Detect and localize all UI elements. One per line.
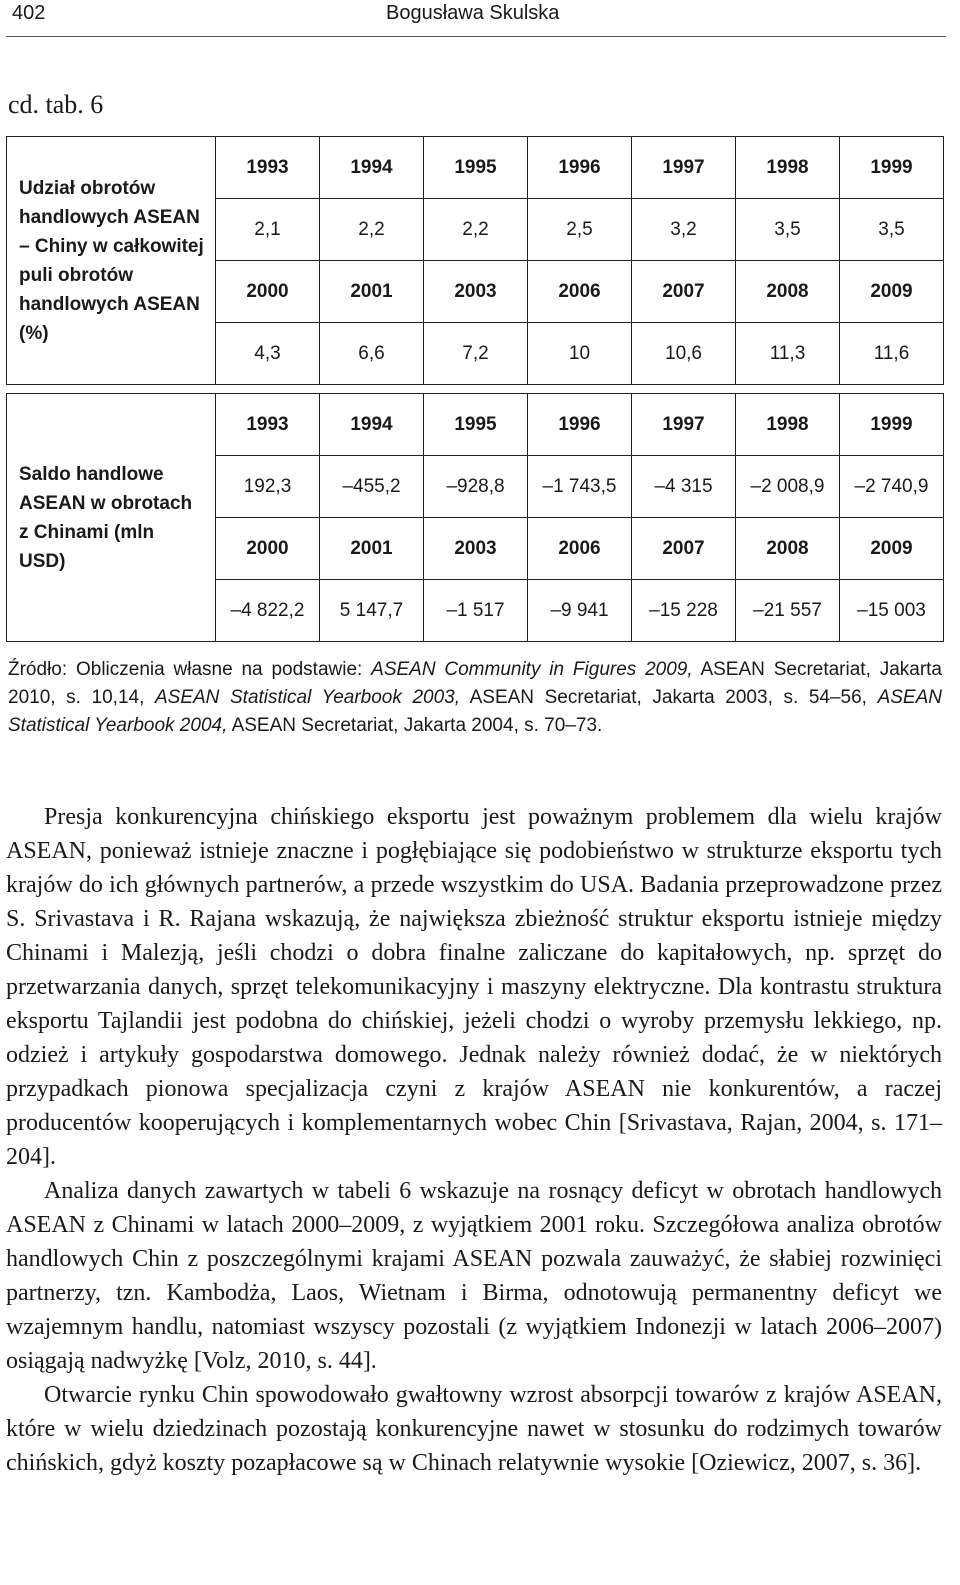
year-cell: 1999	[840, 137, 944, 199]
year-cell: 1994	[320, 394, 424, 456]
year-cell: 2006	[528, 261, 632, 323]
value-cell: 10,6	[632, 323, 736, 385]
value-cell: 11,3	[736, 323, 840, 385]
year-cell: 1996	[528, 394, 632, 456]
value-cell: –928,8	[424, 456, 528, 518]
value-cell: 3,5	[736, 199, 840, 261]
value-cell: 3,2	[632, 199, 736, 261]
year-cell: 1997	[632, 394, 736, 456]
value-cell: –9 941	[528, 580, 632, 642]
value-cell: 7,2	[424, 323, 528, 385]
year-cell: 2006	[528, 518, 632, 580]
source-rest-3: ASEAN Secretariat, Jakarta 2004, s. 70–73.	[227, 715, 603, 736]
year-cell: 2001	[320, 261, 424, 323]
year-cell: 2000	[216, 261, 320, 323]
paragraph: Otwarcie rynku Chin spowodowało gwałtowny wzrost absorpcji towarów z krajów ASEAN, które w wielu dziedzinach pozostają konkurencyjne nawet w stosunku do rodzimych towarów chińskich, gdyż koszty pozapłacowe są w Chinach relatywnie wysokie [Oziewicz, 2007, s. 36].	[6, 1382, 942, 1476]
year-cell: 2003	[424, 261, 528, 323]
value-cell: 2,2	[424, 199, 528, 261]
running-head-author: Bogusława Skulska	[386, 2, 560, 24]
value-cell: –4 315	[632, 456, 736, 518]
source-title-1: ASEAN Community in Figures 2009,	[371, 659, 693, 680]
year-cell: 2008	[736, 261, 840, 323]
value-cell: 2,5	[528, 199, 632, 261]
running-header	[6, 0, 946, 37]
year-cell: 1994	[320, 137, 424, 199]
value-cell: –2 740,9	[840, 456, 944, 518]
value-cell: 3,5	[840, 199, 944, 261]
row-label: Udział obrotów handlowych ASEAN – Chiny w całkowitej puli obrotów handlowych ASEAN (%)	[7, 137, 216, 385]
year-cell: 1998	[736, 394, 840, 456]
year-cell: 1999	[840, 394, 944, 456]
year-cell: 2009	[840, 261, 944, 323]
year-cell: 2001	[320, 518, 424, 580]
table-source-note	[8, 656, 942, 740]
table-row	[7, 137, 944, 199]
page-number: 402	[12, 2, 46, 24]
year-cell: 1996	[528, 137, 632, 199]
year-cell: 2008	[736, 518, 840, 580]
body-text	[6, 800, 942, 1480]
year-cell: 1998	[736, 137, 840, 199]
value-cell: –15 003	[840, 580, 944, 642]
value-cell: –1 743,5	[528, 456, 632, 518]
table-caption: cd. tab. 6	[8, 90, 104, 119]
value-cell: 2,1	[216, 199, 320, 261]
value-cell: 2,2	[320, 199, 424, 261]
year-cell: 1993	[216, 137, 320, 199]
source-title-2: ASEAN Statistical Yearbook 2003,	[154, 687, 461, 708]
value-cell: 5 147,7	[320, 580, 424, 642]
value-cell: 11,6	[840, 323, 944, 385]
value-cell: 4,3	[216, 323, 320, 385]
data-table	[6, 136, 944, 642]
year-cell: 1995	[424, 137, 528, 199]
value-cell: –4 822,2	[216, 580, 320, 642]
year-cell: 2009	[840, 518, 944, 580]
paragraph: Analiza danych zawartych w tabeli 6 wskazuje na rosnący deficyt w obrotach handlowych ASEAN z Chinami w latach 2000–2009, z wyjątkiem 2001 roku. Szczegółowa analiza obrotów handlowych Chin z poszczególnymi krajami ASEAN pozwala zauważyć, że słabiej rozwinięci partnerzy, tzn. Kambodża, Laos, Wietnam i Birma, odnotowują permanentny deficyt we wzajemnym handlu, natomiast wszyscy pozostali (z wyjątkiem Indonezji w latach 2006–2007) osiągają nadwyżkę [Volz, 2010, s. 44].	[6, 1178, 942, 1374]
table-row	[7, 394, 944, 456]
value-cell: –455,2	[320, 456, 424, 518]
source-lead: Źródło: Obliczenia własne na podstawie:	[8, 659, 372, 680]
value-cell: –1 517	[424, 580, 528, 642]
value-cell: –2 008,9	[736, 456, 840, 518]
value-cell: –21 557	[736, 580, 840, 642]
year-cell: 1995	[424, 394, 528, 456]
source-rest-2: ASEAN Secretariat, Jakarta 2003, s. 54–56,	[460, 687, 878, 708]
year-cell: 1997	[632, 137, 736, 199]
source-title-3: ASEAN Statistical Yearbook 2004,	[8, 687, 942, 736]
year-cell: 2000	[216, 518, 320, 580]
value-cell: 6,6	[320, 323, 424, 385]
paragraph: Presja konkurencyjna chińskiego eksportu jest poważnym problemem dla wielu krajów ASEAN, ponieważ istnieje znaczne i pogłębiające się podobieństwo w strukturze eksportu tych krajów do ich głównych partnerów, a przede wszystkim do USA. Badania przeprowadzone przez S. Srivastava i R. Rajana wskazują, że największa zbieżność struktur eksportu istnieje między Chinami i Malezją, jeśli chodzi o dobra finalne zaliczane do kapitałowych, np. sprzęt do przetwarzania danych, sprzęt telekomunikacyjny i maszyny elektryczne. Dla kontrastu struktura eksportu Tajlandii jest podobna do chińskiej, jeżeli chodzi o wyroby przemysłu lekkiego, np. odzież i artykuły gospodarstwa domowego. Jednak należy również dodać, że w niektórych przypadkach pionowa specjalizacja czyni z krajów ASEAN nie konkurentów, a raczej producentów kooperujących i komplementarnych wobec Chin [Srivastava, Rajan, 2004, s. 171–204].	[6, 804, 942, 1170]
table-spacer	[7, 385, 944, 394]
year-cell: 2003	[424, 518, 528, 580]
year-cell: 1993	[216, 394, 320, 456]
row-label: Saldo handlowe ASEAN w obrotach z Chinami (mln USD)	[7, 394, 216, 642]
value-cell: 10	[528, 323, 632, 385]
source-rest-1: ASEAN Secretariat, Jakarta 2010, s. 10,14,	[8, 659, 942, 708]
value-cell: –15 228	[632, 580, 736, 642]
year-cell: 2007	[632, 518, 736, 580]
year-cell: 2007	[632, 261, 736, 323]
value-cell: 192,3	[216, 456, 320, 518]
